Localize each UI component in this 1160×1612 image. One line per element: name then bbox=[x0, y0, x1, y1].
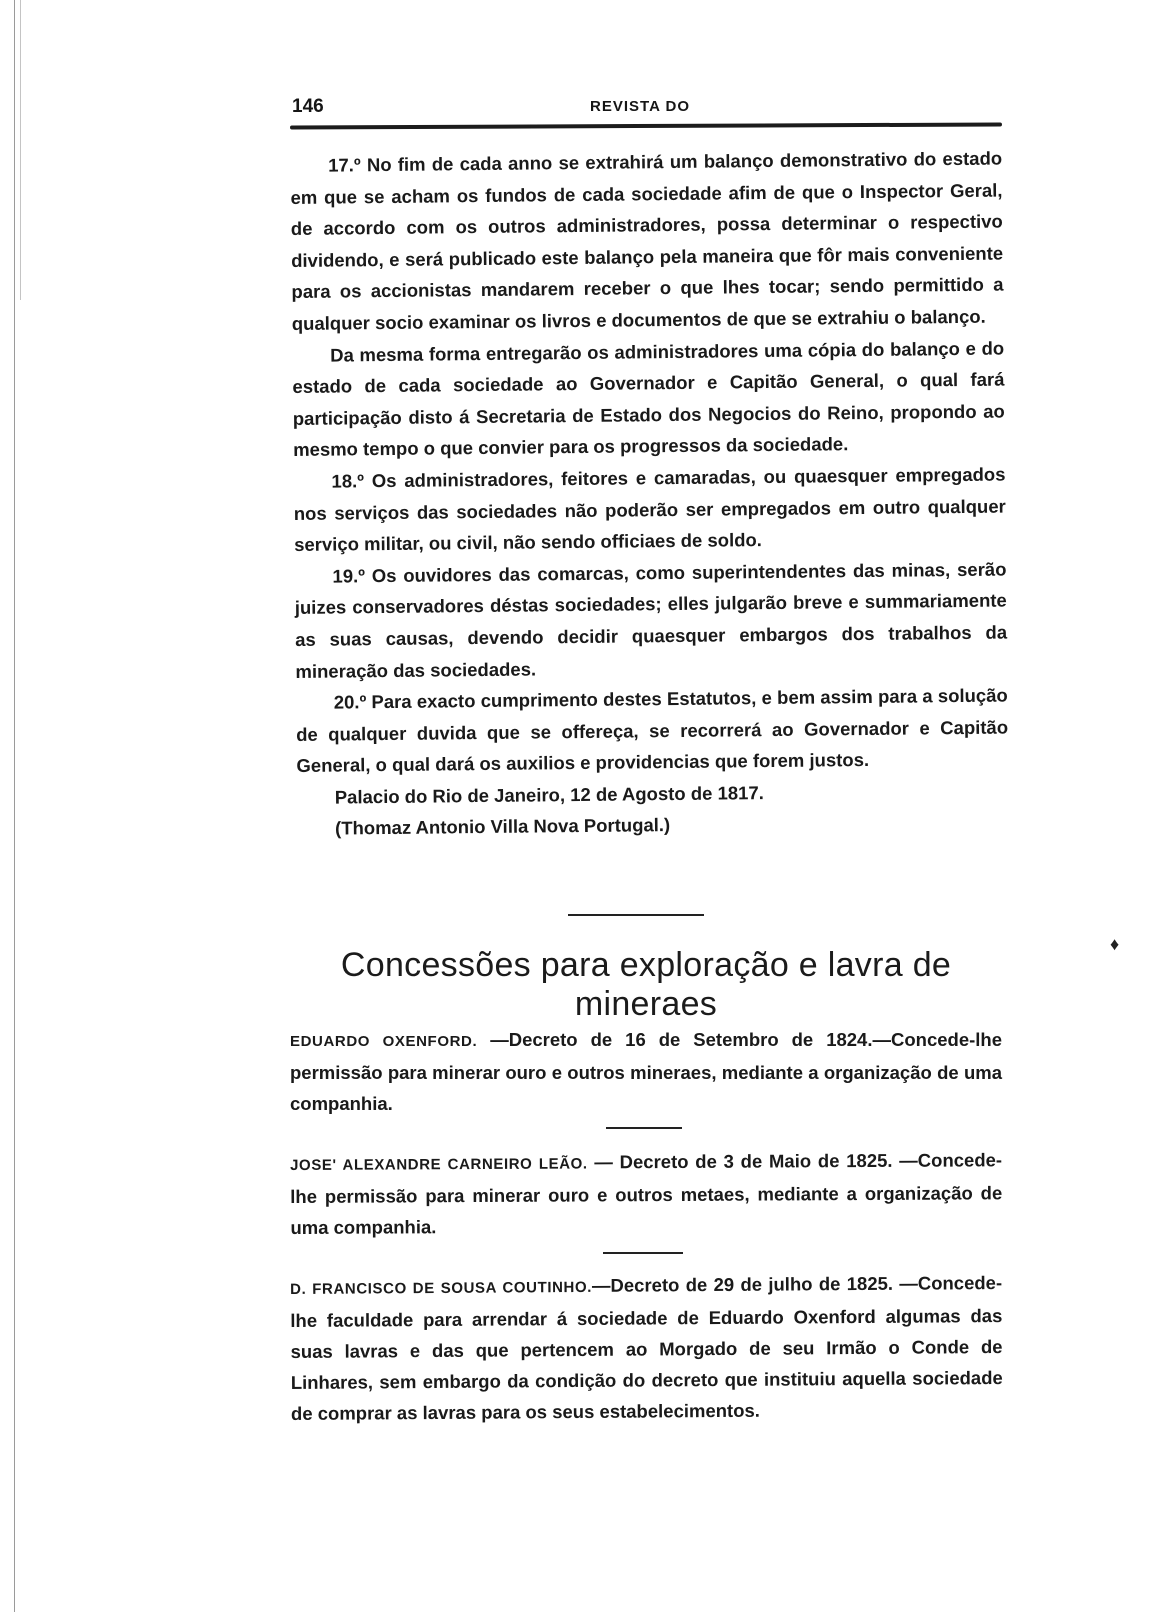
entry-divider bbox=[606, 1127, 682, 1129]
section-divider bbox=[568, 914, 704, 916]
page-header bbox=[290, 92, 1002, 122]
article-19: 19.º Os ouvidores das comarcas, como superintendentes das minas, serão juizes conservadores déstas sociedades; elles julgarão breve e summariamente as suas causas, devendo decidir quaesquer embargos dos trabalhos da mineração das sociedades. bbox=[294, 558, 1008, 682]
concession-name: JOSE' ALEXANDRE CARNEIRO LEÃO. bbox=[290, 1155, 588, 1174]
header-rule bbox=[290, 122, 1002, 129]
section-heading: Concessões para exploração e lavra de mineraes bbox=[340, 946, 952, 1023]
statute-articles bbox=[290, 143, 1009, 845]
concession-entry bbox=[290, 1267, 1003, 1429]
place-date: Palacio do Rio de Janeiro, 12 de Agosto de 1817. bbox=[334, 781, 764, 808]
concession-text: —Decreto de 29 de julho de 1825. —Concede-lhe faculdade para arrendar á sociedade de Eduardo Oxenford algumas das suas lavras e das que pertencem ao Morgado de seu Irmão o Conde de Linhares, sem embargo da condição do decreto que instituiu aquella sociedade de comprar as lavras para os seus estabelecimentos. bbox=[290, 1272, 1003, 1424]
concession-entry bbox=[290, 1024, 1002, 1119]
page-number: 146 bbox=[292, 96, 324, 117]
concession-entry bbox=[290, 1144, 1002, 1243]
concession-name: D. FRANCISCO DE SOUSA COUTINHO. bbox=[290, 1278, 593, 1298]
margin-mark: ♦ bbox=[1110, 934, 1120, 954]
concession-text: —Decreto de 16 de Setembro de 1824.—Concede-lhe permissão para minerar ouro e outros mineraes, mediante a organização de uma companhia. bbox=[290, 1029, 1003, 1114]
article-18: 18.º Os administradores, feitores e camaradas, ou quaesquer empregados nos serviços das sociedades não poderão ser empregados em outro qualquer serviço militar, ou civil, não sendo officiaes de soldo. bbox=[293, 463, 1006, 556]
article-17-balance-paragraph: Da mesma forma entregarão os administradores uma cópia do balanço e do estado de cada sociedade ao Governador e Capitão General, o qual fará participação disto á Secretaria de Estado dos Negocios do Reino, propondo ao mesmo tempo o que convier para os progressos da sociedade. bbox=[292, 337, 1005, 461]
scan-edge-line bbox=[20, 0, 21, 300]
article-20: 20.º Para exacto cumprimento destes Estatutos, e bem assim para a solução de qualquer duvida que se offereça, se recorrerá ao Governador e Capitão General, o qual dará os auxilios e providencias que forem justos. bbox=[296, 684, 1009, 777]
signature: (Thomaz Antonio Villa Nova Portugal.) bbox=[334, 814, 671, 840]
entry-divider bbox=[603, 1252, 683, 1254]
article-17: 17.º No fim de cada anno se extrahirá um balanço demonstrativo do estado em que se acham os fundos de cada sociedade afim de que o Inspector Geral, de accordo com os outros administradores, possa determinar o respectivo dividendo, e será publicado este balanço pela maneira que fôr mais conveniente para os accionistas mandarem receber o que lhes tocar; sendo permittido a qualquer socio examinar os livros e documentos de que se extrahiu o balanço. bbox=[290, 147, 1004, 334]
running-title: REVISTA DO bbox=[590, 98, 691, 115]
concession-text: — Decreto de 3 de Maio de 1825. —Concede-lhe permissão para minerar ouro e outros metaes, mediante a organização de uma companhia. bbox=[290, 1149, 1003, 1238]
scan-edge-line bbox=[14, 0, 15, 1612]
concession-name: EDUARDO OXENFORD. bbox=[290, 1033, 478, 1050]
